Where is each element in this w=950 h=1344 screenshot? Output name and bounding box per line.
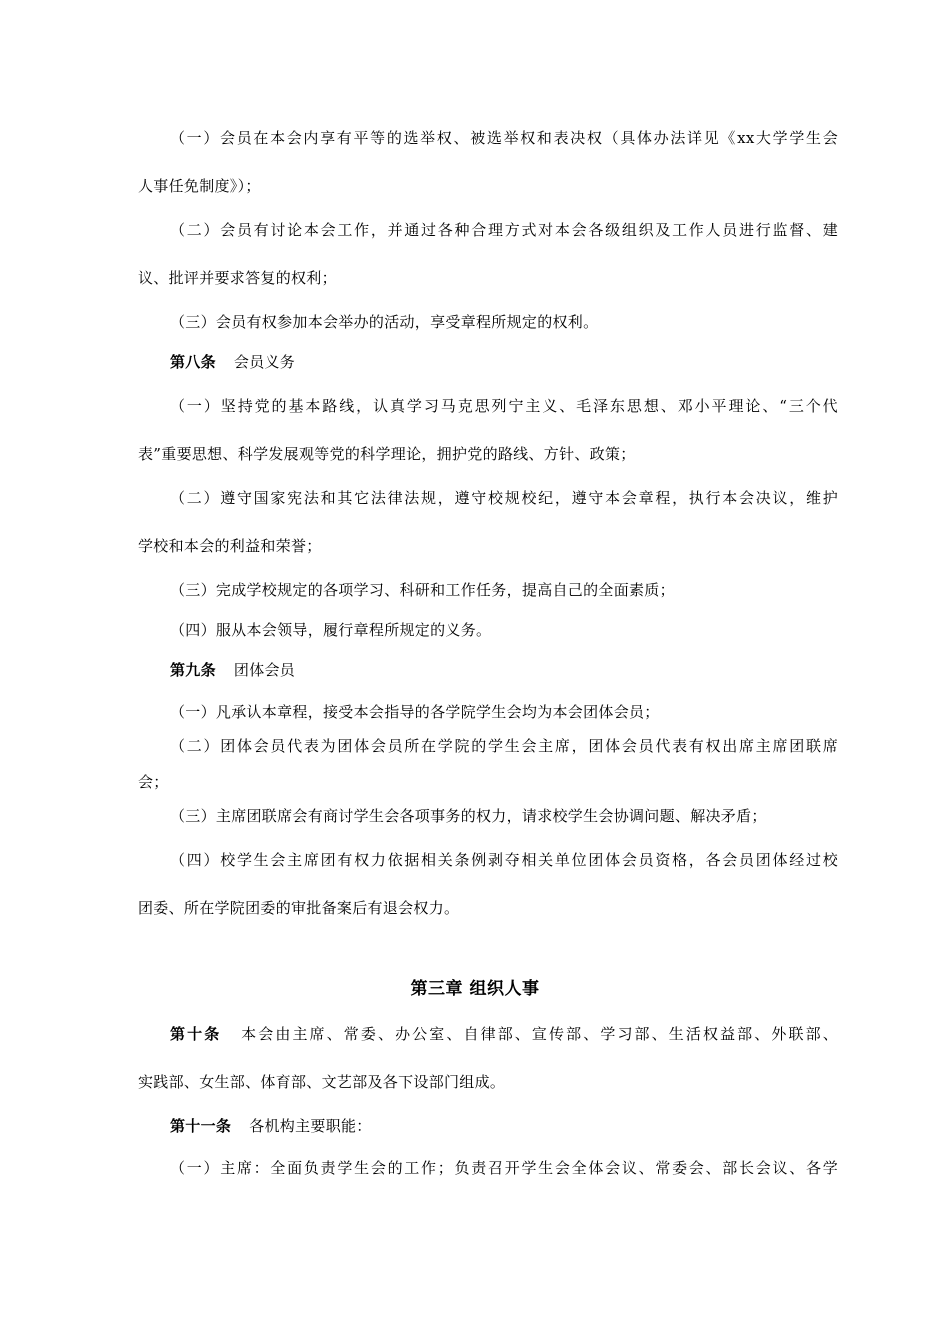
article-9-item-2-line-1: （二）团体会员代表为团体会员所在学院的学生会主席，团体会员代表有权出席主席团联席	[170, 737, 838, 755]
article-8-item-1-line-1: （一）坚持党的基本路线，认真学习马克思列宁主义、毛泽东思想、邓小平理论、“三个代	[170, 397, 838, 415]
article-9-item-3: （三）主席团联席会有商讨学生会各项事务的权力，请求校学生会协调问题、解决矛盾；	[170, 807, 767, 825]
article-8-item-3: （三）完成学校规定的各项学习、科研和工作任务，提高自己的全面素质；	[170, 581, 675, 599]
article-8-title: 会员义务	[233, 353, 296, 371]
article-10-line-1	[170, 1024, 838, 1044]
article-10-number: 第十条	[170, 1025, 222, 1043]
rights-item-2-line-1: （二）会员有讨论本会工作，并通过各种合理方式对本会各级组织及工作人员进行监督、建	[170, 221, 838, 239]
article-9-item-2-line-2: 会；	[138, 773, 169, 791]
article-8-number: 第八条	[170, 353, 216, 371]
rights-item-3: （三）会员有权参加本会举办的活动，享受章程所规定的权利。	[170, 313, 599, 331]
article-10-line-2: 实践部、女生部、体育部、文艺部及各下设部门组成。	[138, 1073, 506, 1091]
article-9-item-4-line-1: （四）校学生会主席团有权力依据相关条例剥夺相关单位团体会员资格，各会员团体经过校	[170, 851, 838, 869]
article-10-text-1: 本会由主席、常委、办公室、自律部、宣传部、学习部、生活权益部、外联部、	[239, 1025, 838, 1043]
article-9-item-1: （一）凡承认本章程，接受本会指导的各学院学生会均为本会团体会员；	[170, 703, 660, 721]
article-11-title: 各机构主要职能：	[249, 1117, 372, 1135]
article-8-heading	[170, 352, 838, 372]
article-9-title: 团体会员	[233, 661, 296, 679]
article-11-number: 第十一条	[170, 1117, 232, 1135]
rights-item-2-line-2: 议、批评并要求答复的权利；	[138, 269, 337, 287]
article-8-item-2-line-1: （二）遵守国家宪法和其它法律法规，遵守校规校纪，遵守本会章程，执行本会决议，维护	[170, 489, 838, 507]
article-11-item-1-line-1: （一）主席：全面负责学生会的工作；负责召开学生会全体会议、常委会、部长会议、各学	[170, 1159, 838, 1177]
rights-item-1-line-1: （一）会员在本会内享有平等的选举权、被选举权和表决权（具体办法详见《xx大学学生会	[170, 129, 838, 147]
article-8-item-1-line-2: 表”重要思想、科学发展观等党的科学理论，拥护党的路线、方针、政策；	[138, 445, 636, 463]
article-9-item-4-line-2: 团委、所在学院团委的审批备案后有退会权力。	[138, 899, 460, 917]
article-11-heading	[170, 1116, 838, 1136]
rights-item-1-line-2: 人事任免制度》）；	[138, 177, 261, 195]
article-8-item-4: （四）服从本会领导，履行章程所规定的义务。	[170, 621, 492, 639]
article-9-heading	[170, 660, 838, 680]
article-8-item-2-line-2: 学校和本会的利益和荣誉；	[138, 537, 322, 555]
article-9-number: 第九条	[170, 661, 216, 679]
chapter-3-title: 第三章 组织人事	[410, 979, 540, 999]
